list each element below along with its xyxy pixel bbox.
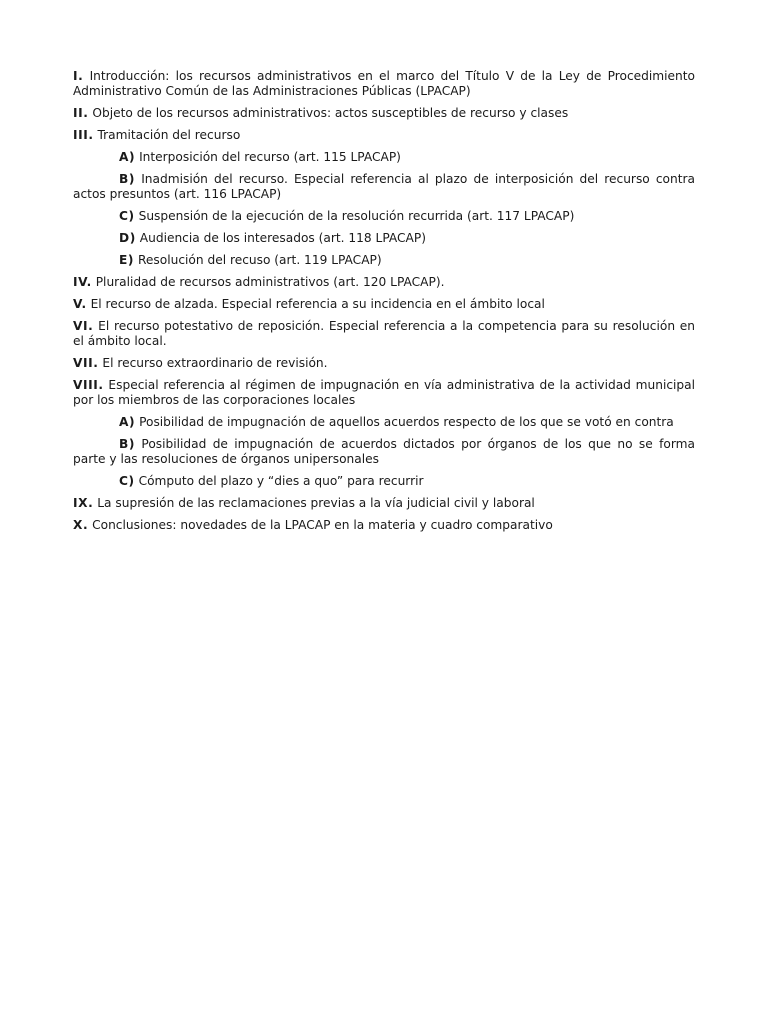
toc-subentry-iii-c (73, 209, 695, 224)
toc-entry-x (73, 518, 695, 533)
toc-subentry-viii-b (73, 437, 695, 467)
entry-text: Suspensión de la ejecución de la resolución recurrida (art. 117 LPACAP) (138, 209, 575, 223)
entry-number: B) (119, 437, 136, 451)
toc-entry-ix (73, 496, 695, 511)
entry-text: Posibilidad de impugnación de acuerdos dictados por órganos de los que no se forma parte y las resoluciones de órganos unipersonales (73, 437, 695, 466)
entry-number: E) (119, 253, 135, 267)
toc-entry-v (73, 297, 695, 312)
entry-text: Tramitación del recurso (97, 128, 241, 142)
entry-text: Introducción: los recursos administrativos en el marco del Título V de la Ley de Procedimiento Administrativo Común de las Administraciones Públicas (LPACAP) (73, 69, 696, 98)
entry-number: D) (119, 231, 136, 245)
entry-number: V. (73, 297, 87, 311)
entry-number: X. (73, 518, 89, 532)
entry-text: El recurso de alzada. Especial referencia a su incidencia en el ámbito local (90, 297, 545, 311)
toc-entry-iv (73, 275, 695, 290)
entry-number: B) (119, 172, 136, 186)
toc-entry-vii (73, 356, 695, 371)
entry-text: Inadmisión del recurso. Especial referencia al plazo de interposición del recurso contra actos presuntos (art. 116 LPACAP) (73, 172, 696, 201)
toc-subentry-viii-a (73, 415, 695, 430)
entry-number: VIII. (73, 378, 104, 392)
entry-number: II. (73, 106, 89, 120)
entry-number: C) (119, 474, 135, 488)
entry-number: VI. (73, 319, 94, 333)
toc-subentry-iii-b (73, 172, 695, 202)
toc-entry-i (73, 69, 695, 99)
entry-number: A) (119, 415, 136, 429)
toc-subentry-viii-c (73, 474, 695, 489)
entry-text: Conclusiones: novedades de la LPACAP en la materia y cuadro comparativo (92, 518, 553, 532)
toc-entry-vi (73, 319, 695, 349)
entry-number: A) (119, 150, 136, 164)
entry-number: IV. (73, 275, 92, 289)
toc-subentry-iii-d (73, 231, 695, 246)
entry-number: C) (119, 209, 135, 223)
entry-number: IX. (73, 496, 94, 510)
toc-entry-ii (73, 106, 695, 121)
entry-text: El recurso potestativo de reposición. Especial referencia a la competencia para su resolución en el ámbito local. (73, 319, 695, 348)
entry-text: Interposición del recurso (art. 115 LPACAP) (139, 150, 401, 164)
toc-subentry-iii-a (73, 150, 695, 165)
entry-text: Objeto de los recursos administrativos: actos susceptibles de recurso y clases (92, 106, 569, 120)
toc-entry-viii (73, 378, 695, 408)
entry-text: Audiencia de los interesados (art. 118 LPACAP) (139, 231, 426, 245)
entry-number: VII. (73, 356, 99, 370)
entry-text: El recurso extraordinario de revisión. (102, 356, 328, 370)
entry-text: Posibilidad de impugnación de aquellos acuerdos respecto de los que se votó en contra (139, 415, 674, 429)
entry-text: Especial referencia al régimen de impugnación en vía administrativa de la actividad municipal por los miembros de las corporaciones locales (73, 378, 696, 407)
entry-text: Cómputo del plazo y “dies a quo” para recurrir (138, 474, 424, 488)
entry-number: III. (73, 128, 94, 142)
toc-entry-iii (73, 128, 695, 143)
entry-text: Resolución del recuso (art. 119 LPACAP) (137, 253, 382, 267)
entry-number: I. (73, 69, 84, 83)
toc-subentry-iii-e (73, 253, 695, 268)
document-page (73, 69, 695, 540)
entry-text: Pluralidad de recursos administrativos (art. 120 LPACAP). (95, 275, 445, 289)
entry-text: La supresión de las reclamaciones previas a la vía judicial civil y laboral (97, 496, 535, 510)
